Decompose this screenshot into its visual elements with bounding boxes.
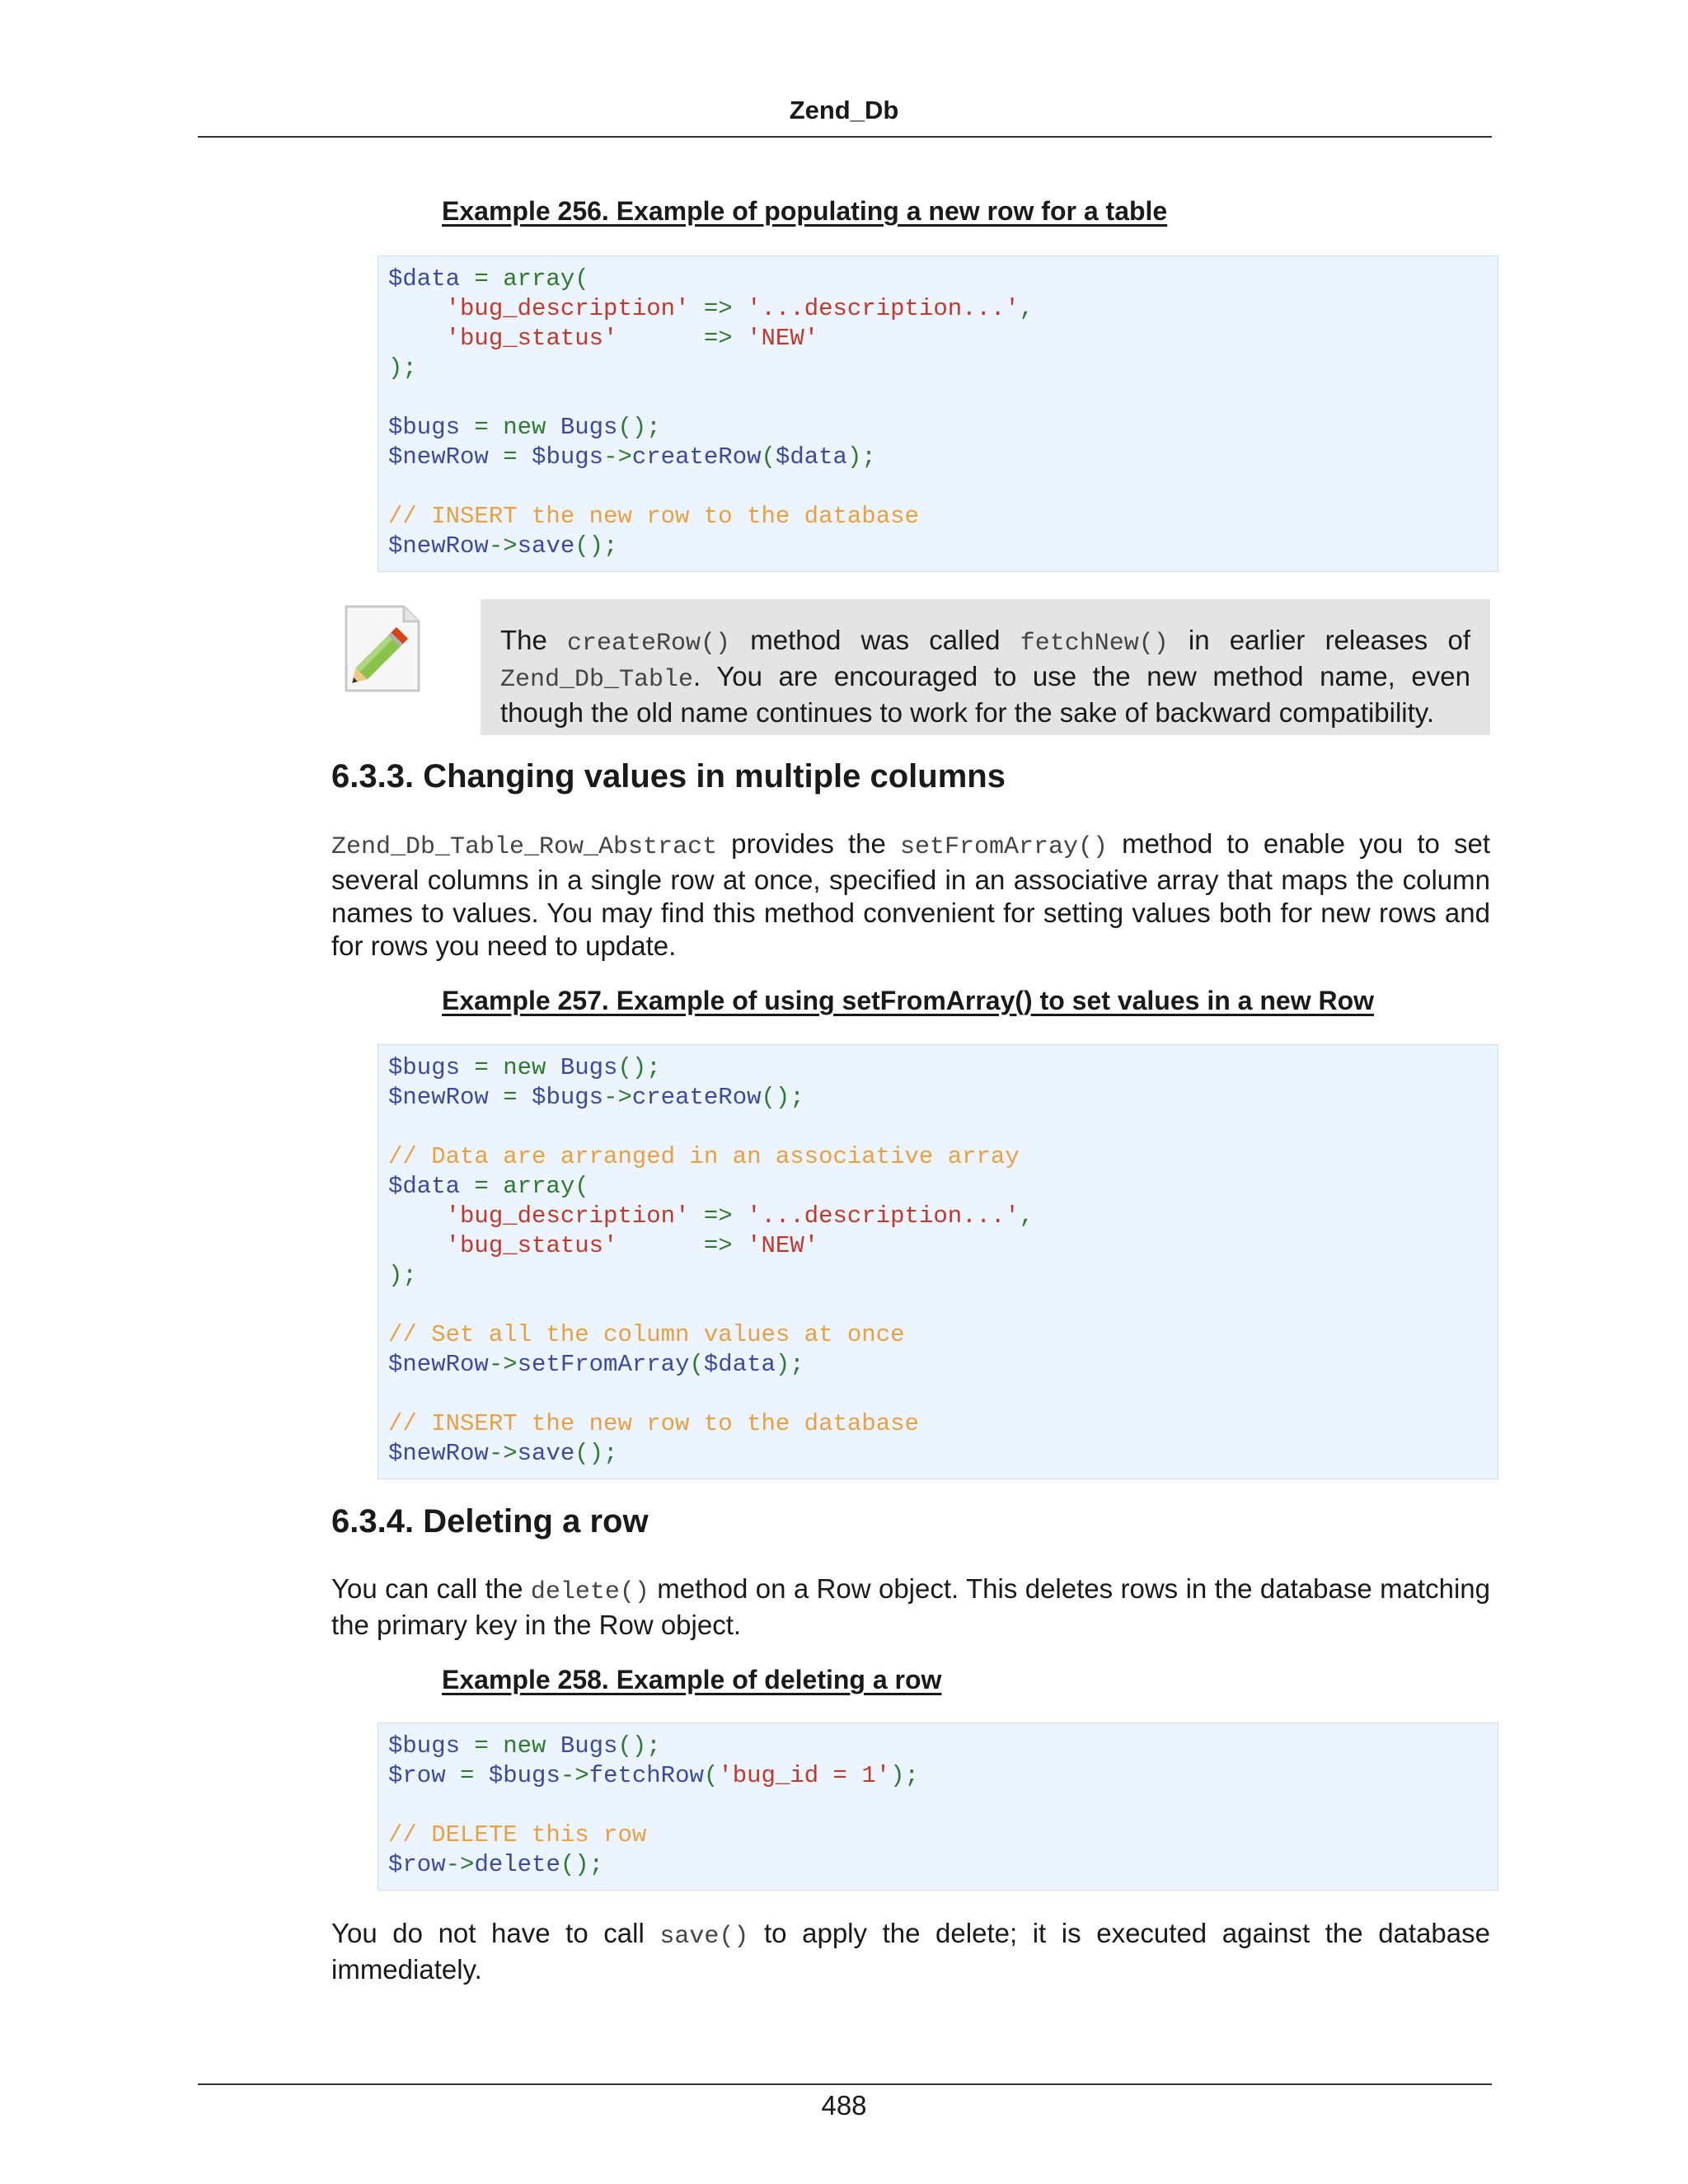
inline-code: Zend_Db_Table	[500, 666, 694, 694]
footer-rule	[198, 2083, 1492, 2085]
note-text: . You are encouraged to use the new method name, even though the old name continues to work for the sake of backward compatibility.	[500, 661, 1470, 728]
note-text: method was called	[730, 625, 1020, 655]
inline-code: createRow()	[567, 630, 731, 658]
inline-code: save()	[659, 1923, 749, 1951]
paragraph-text: to apply the delete; it is executed against the database immediately.	[331, 1918, 1490, 1985]
code-line: // INSERT the new row to the database	[388, 1410, 919, 1437]
note-text: The	[500, 625, 568, 655]
code-line: $row = $bugs->fetchRow('bug_id = 1');	[388, 1762, 919, 1789]
paragraph-text: You do not have to call	[331, 1918, 660, 1948]
running-header: Zend_Db	[789, 96, 899, 124]
note-text: in earlier releases of	[1168, 625, 1470, 655]
note-box	[481, 599, 1490, 735]
code-line: $newRow = $bugs->createRow($data);	[388, 443, 876, 471]
inline-code: fetchNew()	[1020, 630, 1169, 658]
example-258-code-block	[377, 1722, 1498, 1891]
code-line: 'bug_status' => 'NEW'	[445, 1232, 819, 1259]
example-258-title: Example 258. Example of deleting a row	[442, 1665, 942, 1694]
closing-paragraph	[331, 1917, 1490, 1986]
inline-code: delete()	[530, 1578, 649, 1606]
code-line	[388, 1291, 1498, 1320]
section-heading-6-3-3: 6.3.3. Changing values in multiple columns	[331, 758, 1006, 794]
section-6-3-4-paragraph	[331, 1572, 1490, 1642]
code-line: $bugs = new Bugs();	[388, 1732, 661, 1760]
section-heading-6-3-4: 6.3.4. Deleting a row	[331, 1503, 649, 1540]
pencil-note-icon	[338, 602, 425, 697]
header-rule	[198, 136, 1492, 138]
code-line	[388, 472, 1498, 502]
paragraph-text: method on a Row object. This deletes rows in the database matching the primary key in the Row object.	[331, 1573, 1490, 1640]
code-line	[388, 1791, 1498, 1821]
code-line: 'bug_description' => '...description...',	[445, 295, 1034, 322]
code-line: $newRow->save();	[388, 532, 618, 560]
code-line: $newRow->save();	[388, 1440, 618, 1467]
code-line: $bugs = new Bugs();	[388, 414, 661, 441]
code-line: // INSERT the new row to the database	[388, 503, 919, 530]
paragraph-text: provides the	[717, 828, 900, 859]
code-line: // DELETE this row	[388, 1821, 647, 1849]
example-256-code-block	[377, 255, 1498, 572]
page-number: 488	[821, 2090, 867, 2121]
inline-code: Zend_Db_Table_Row_Abstract	[331, 833, 718, 861]
code-line: $newRow = $bugs->createRow();	[388, 1084, 804, 1111]
example-257-code-block	[377, 1044, 1498, 1479]
paragraph-text: method to enable you to set several columns in a single row at once, specified in an associative array that maps the column names to values. You may find this method convenient for setting values both for new rows and for rows you need to update.	[331, 828, 1490, 961]
code-line: 'bug_description' => '...description...',	[445, 1202, 1034, 1230]
code-line: $data = array(	[388, 265, 589, 293]
inline-code: setFromArray()	[899, 833, 1109, 861]
code-line	[388, 1380, 1498, 1409]
code-line	[388, 1113, 1498, 1142]
paragraph-text: You can call the	[331, 1573, 531, 1604]
code-line: // Set all the column values at once	[388, 1321, 905, 1348]
code-line: $data = array(	[388, 1173, 589, 1200]
code-line: $bugs = new Bugs();	[388, 1054, 661, 1081]
code-line	[388, 383, 1498, 413]
code-line: $row->delete();	[388, 1851, 604, 1878]
example-257-title: Example 257. Example of using setFromArray() to set values in a new Row	[442, 986, 1375, 1015]
code-line: // Data are arranged in an associative array	[388, 1143, 1020, 1170]
code-line: );	[388, 1262, 417, 1289]
code-line: $newRow->setFromArray($data);	[388, 1351, 804, 1378]
example-256-title: Example 256. Example of populating a new row for a table	[442, 196, 1168, 226]
section-6-3-3-paragraph	[331, 827, 1490, 963]
code-line: 'bug_status' => 'NEW'	[445, 325, 819, 352]
code-line: );	[388, 354, 417, 382]
